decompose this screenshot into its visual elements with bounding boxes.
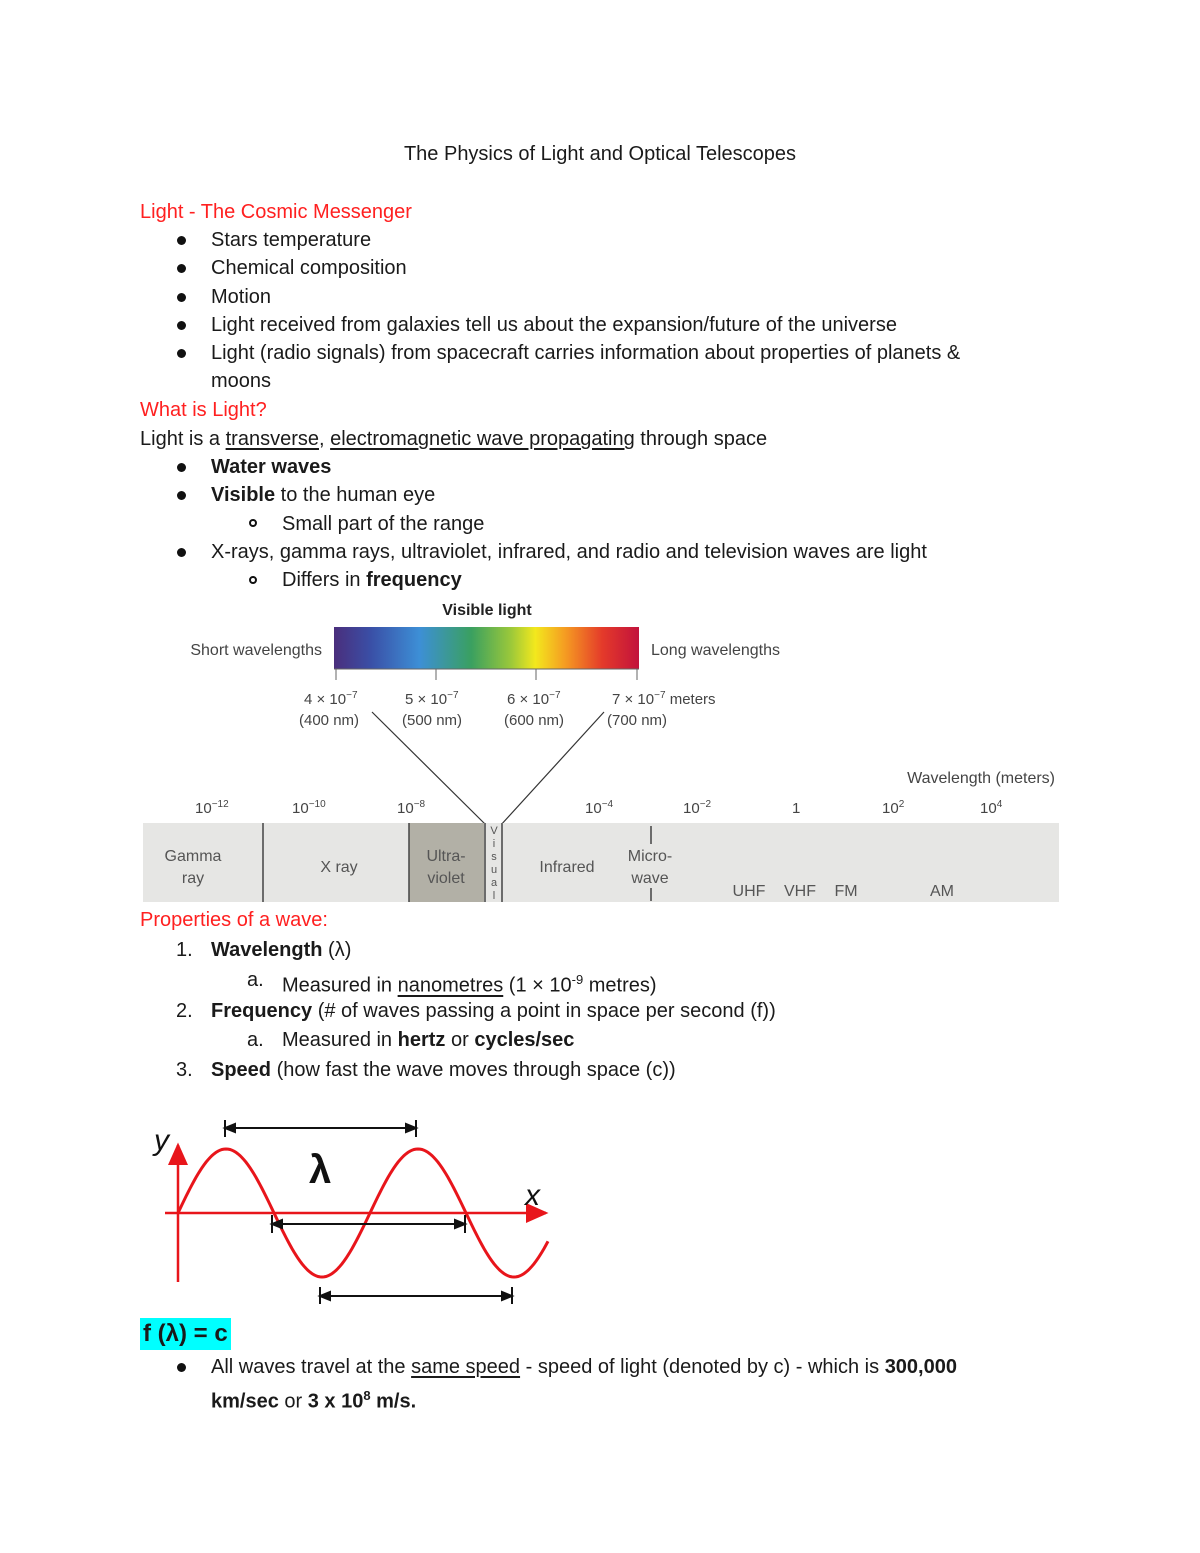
wave-formula: f (λ) = c: [140, 1318, 231, 1350]
numbered-item-wavelength: Wavelength (λ): [211, 939, 352, 961]
numbered-item-frequency: Frequency (# of waves passing a point in space per second (f)): [211, 1000, 776, 1022]
scale-label: $10^{-10}$: [292, 799, 326, 817]
light-definition: Light is a transverse, electromagnetic wave propagating through space: [140, 428, 768, 450]
svg-text:V: V: [490, 825, 498, 837]
microwave-label: Micro-: [627, 848, 673, 865]
sub-list-item: Differs in frequency: [282, 569, 462, 591]
svg-text:l: l: [492, 890, 496, 902]
transverse-term: transverse: [225, 428, 319, 450]
ultraviolet-label-2: violet: [427, 870, 465, 887]
bullet-icon: [177, 264, 186, 273]
bullet-icon: [177, 491, 186, 500]
scale-label: $10^{-12}$: [195, 799, 229, 817]
list-number: 1.: [176, 939, 193, 961]
tick-600nm-sub: (600 nm): [504, 712, 565, 729]
tick-400nm-sub: (400 nm): [299, 712, 360, 729]
tick-700nm: $7 \times 10^{-7}$ meters: [612, 690, 716, 708]
gamma-ray-label-2: ray: [181, 870, 205, 887]
scale-label: $10^{-2}$: [683, 799, 712, 817]
microwave-label-2: wave: [631, 870, 669, 887]
section-heading-cosmic-messenger: Light - The Cosmic Messenger: [140, 201, 412, 223]
speed-of-light-statement: All waves travel at the same speed - speed of light (denoted by c) - which is 300,000: [211, 1356, 957, 1378]
uhf-label: UHF: [732, 883, 766, 900]
scale-label: $10^4$: [980, 799, 1003, 817]
visible-tick-labels: [299, 690, 716, 729]
tick-400nm: $4 \times 10^{-7}$: [304, 690, 358, 708]
svg-text:s: s: [491, 851, 497, 863]
infrared-label: Infrared: [539, 859, 595, 876]
scale-label: $10^{-8}$: [397, 799, 426, 817]
list-item: X-rays, gamma rays, ultraviolet, infrared, and radio and television waves are light: [211, 541, 927, 563]
spectrum-band: [143, 823, 1059, 902]
tick-500nm: $5 \times 10^{-7}$: [405, 690, 459, 708]
x-axis-label: x: [525, 1179, 540, 1212]
sub-item-hertz: Measured in hertz or cycles/sec: [282, 1029, 575, 1051]
list-item: Motion: [211, 286, 272, 308]
sub-list-item: Small part of the range: [282, 513, 485, 535]
lambda-label: λ: [309, 1148, 332, 1192]
tick-500nm-sub: (500 nm): [402, 712, 463, 729]
hollow-bullet-icon: [249, 576, 257, 584]
visible-light-title: Visible light: [442, 602, 532, 619]
list-number: 2.: [176, 1000, 193, 1022]
sub-list-letter: a.: [247, 969, 264, 991]
hollow-bullet-icon: [249, 519, 257, 527]
list-item-continuation: moons: [211, 370, 272, 392]
section-heading-what-is-light: What is Light?: [140, 399, 267, 421]
electromagnetic-spectrum-figure: [0, 590, 1200, 910]
bullet-icon: [177, 293, 186, 302]
scale-label: 1: [792, 800, 801, 817]
bullet-icon: [177, 1363, 186, 1372]
bullet-icon: [177, 321, 186, 330]
bullet-icon: [177, 463, 186, 472]
list-item: Light (radio signals) from spacecraft carries information about properties of planets &: [211, 342, 961, 364]
list-item: Visible to the human eye: [211, 484, 436, 506]
wavelength-axis-label: Wavelength (meters): [907, 770, 1055, 787]
list-item: Water waves: [211, 456, 332, 478]
sub-item-nanometres: Measured in nanometres ($1 \times 10^{-9}$ metres): [282, 972, 657, 997]
fm-label: FM: [834, 883, 858, 900]
y-axis-label: y: [154, 1124, 169, 1157]
visible-tick-marks: [334, 669, 639, 680]
page-title: The Physics of Light and Optical Telescopes: [403, 143, 797, 165]
scale-label: $10^2$: [882, 799, 905, 817]
wave-diagram: [140, 1110, 560, 1310]
sub-list-letter: a.: [247, 1029, 264, 1051]
section-heading-wave-properties: Properties of a wave:: [140, 909, 328, 931]
gamma-ray-label: Gamma: [164, 848, 222, 865]
list-number: 3.: [176, 1059, 193, 1081]
x-ray-label: X ray: [320, 859, 358, 876]
list-item: Light received from galaxies tell us about the expansion/future of the universe: [211, 314, 897, 336]
short-wavelengths-label: Short wavelengths: [190, 642, 322, 659]
wavelength-scale: [195, 799, 1003, 817]
numbered-item-speed: Speed (how fast the wave moves through space (c)): [211, 1059, 676, 1081]
bullet-icon: [177, 236, 186, 245]
bullet-icon: [177, 349, 186, 358]
tick-700nm-sub: (700 nm): [607, 712, 668, 729]
svg-text:i: i: [492, 838, 496, 850]
list-item: Stars temperature: [211, 229, 372, 251]
speed-of-light-statement-continued: km/sec or 3 x $10^8$ m/s.: [211, 1388, 417, 1413]
tick-600nm: $6 \times 10^{-7}$: [507, 690, 561, 708]
svg-text:a: a: [490, 877, 498, 889]
ultraviolet-label: Ultra-: [426, 848, 466, 865]
scale-label: $10^{-4}$: [585, 799, 614, 817]
am-label: AM: [930, 883, 954, 900]
svg-text:u: u: [490, 864, 498, 876]
electromagnetic-term: electromagnetic wave propagating: [330, 428, 635, 450]
visible-spectrum-bar: [334, 627, 639, 669]
bullet-icon: [177, 548, 186, 557]
long-wavelengths-label: Long wavelengths: [651, 642, 780, 659]
list-item: Chemical composition: [211, 257, 407, 279]
vhf-label: VHF: [784, 883, 816, 900]
